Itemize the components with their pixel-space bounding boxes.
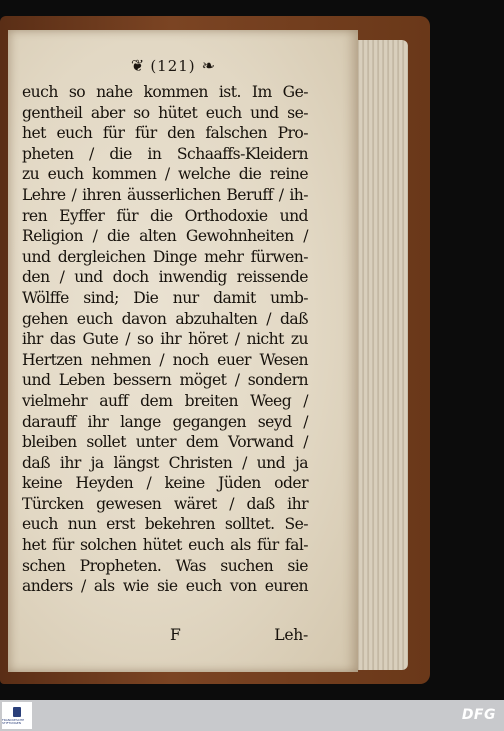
text-line: bleiben sollet unter dem Vorwand / bbox=[22, 433, 308, 452]
text-line: Türcken gewesen wäret / daß ihr bbox=[22, 494, 308, 513]
text-line: und dergleichen Dinge mehr fürwen- bbox=[22, 247, 308, 266]
text-line: het für solchen hütet euch als für fal- bbox=[22, 536, 308, 555]
text-line: darauff ihr lange gegangen seyd / bbox=[22, 412, 308, 431]
page-header bbox=[108, 54, 238, 78]
text-line: daß ihr ja längst Christen / und ja bbox=[22, 453, 308, 472]
text-line: euch nun erst bekehren solltet. Se- bbox=[22, 515, 308, 534]
page-footer-line bbox=[22, 626, 308, 644]
text-line: gehen euch davon abzuhalten / daß bbox=[22, 309, 308, 328]
left-ornament-icon: ❦ bbox=[130, 56, 145, 75]
text-line: keine Heyden / keine Jüden oder bbox=[22, 474, 308, 493]
text-line: het euch für für den falschen Pro- bbox=[22, 124, 308, 143]
text-line: Religion / die alten Gewohnheiten / bbox=[22, 227, 308, 246]
text-line: ren Eyffer für die Orthodoxie und bbox=[22, 206, 308, 225]
page-edges bbox=[350, 40, 408, 670]
page-text bbox=[22, 82, 308, 597]
signature-mark: F bbox=[170, 626, 181, 644]
viewer-footer-bar bbox=[0, 700, 504, 731]
library-logo-icon bbox=[13, 707, 21, 717]
library-logo[interactable] bbox=[2, 702, 32, 729]
page-number: (121) bbox=[150, 57, 196, 75]
text-line: Hertzen nehmen / noch euer Wesen bbox=[22, 350, 308, 369]
text-line: den / und doch inwendig reissende bbox=[22, 268, 308, 287]
text-line: ihr das Gute / so ihr höret / nicht zu bbox=[22, 330, 308, 349]
text-line: und Leben bessern möget / sondern bbox=[22, 371, 308, 390]
text-line: zu euch kommen / welche die reine bbox=[22, 165, 308, 184]
text-line: gentheil aber so hütet euch und se- bbox=[22, 103, 308, 122]
text-line: Wölffe sind; Die nur damit umb- bbox=[22, 288, 308, 307]
dfg-logo[interactable]: DFG bbox=[461, 707, 496, 723]
text-line: schen Propheten. Was suchen sie bbox=[22, 556, 308, 575]
right-ornament-icon: ❧ bbox=[201, 56, 216, 75]
library-logo-label: FRANCKESCHE STIFTUNGEN bbox=[2, 717, 25, 725]
text-line: anders / als wie sie euch von euren bbox=[22, 577, 308, 596]
catchword: Leh- bbox=[274, 626, 308, 644]
text-line: vielmehr auff dem breiten Weeg / bbox=[22, 391, 308, 410]
text-line: Lehre / ihren äusserlichen Beruff / ih- bbox=[22, 185, 308, 204]
text-line: euch so nahe kommen ist. Im Ge- bbox=[22, 83, 308, 101]
book-page bbox=[8, 30, 358, 672]
text-line: pheten / die in Schaaffs-Kleidern bbox=[22, 144, 308, 163]
